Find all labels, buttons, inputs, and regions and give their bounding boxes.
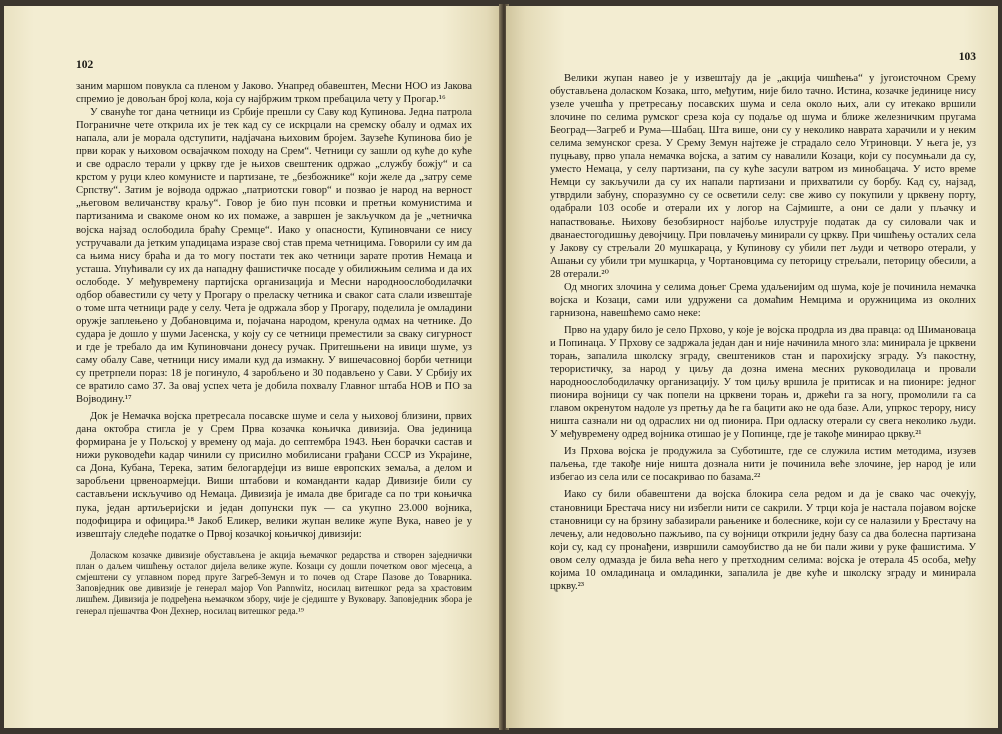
right-page-body (550, 72, 976, 593)
paragraph: Прво на удару било је село Прхово, у које је војска продрла из два правца: од Шимановаца и Попинаца. У Прхову се задржала један дан и ниje начинила много зла: минирала је црквени торањ, запалила школску зграду, свештеников стан и парохијску зграду. Уз пакостну, терористичку, за народ у циљу да дозна имена месних руководилаца и провали народноослободилачку организацију. У том циљу вршила је притисак и на пионире: једног пионира војници су чак попели на црквени торањ и, држећи га за ногу, промолили га са главом окренутом надоле уз претњу да ће га бацити ако не ода базе. Али, упркос терору, нису ништа сазнали ни од одраслих ни од пионира. При одласку отерали су свега неколико људи. У међувремену одред војника отишао је у Попинце, где је такође минирао цркву.²¹ (550, 324, 976, 441)
paragraph: Велики жупан навео је у извештају да је „акција чишћења“ у југоисточном Срему обустављена доласком Козака, што, међутим, није било тачно. Истина, козачке јединице нису узеле учешћа у претресању посавских шума и села около њих, али су итекако вршили злочине по селима румског среза која су подаље од шума и ближе железничким пругама Београд—Загреб и Рума—Шабац. Шта више, они су у неколико наврата харачили и у неким селима земунског среза. У Срему Земун најтеже је страдало село Угриновци. У њега је, уз пуцњаву, прво упала немачка војска, а затим су навалили Козаци, који су посумњали да су, уместо Немаца, у селу партизани, па су куће засули ватром из минобацача. У исто време Немци су закључили да су их напали партизани и прихватили су борбу. Кад су, најзад, утврдили забуну, споразумно су се осветили селу: све живо су покупили у црквену порту, одабрали 103 особе и отерали их у логор на Сајмиште, а они се дали у пљачку и напаствовање. Њихову безобзирност најбоље илуструје податак да су силовали чак и дванаестогодишњу девојчицу. При повлачењу минирали су цркву. При чишћењу осталих села у Јакову су стрељали 20 мушкараца, у Купинову су убили пет људи и четворо отерали, у Ашањи су убили три мушкарца, у Чортановцима су петорицу стрељали, петорицу обесили, а 28 отерали.²⁰ (550, 73, 976, 280)
right-page (506, 6, 998, 728)
left-page (4, 6, 502, 728)
left-page-body (76, 80, 472, 541)
paragraph: Од многих злочина у селима доњег Срема удаљенијим од шума, које је починила немачка војска и Козаци, сами или удружени са домаћим Немцима и оружницима из околних гарнизона, навешћемо само неке: (550, 281, 976, 319)
left-page-number: 102 (76, 59, 94, 71)
paragraph: Иако су били обавештени да војска блокира села редом и да је свако час очекују, становници Брестача нису ни избегли нити се сакрили. У трци која је настала појавом војске становници су на брзину забазирали рањенике и болеснике, који су се налазили у Брестачу на лечењу, али недовољно пажљиво, па су војници открили једну базу са два болесна партизана који су, кад су пронађени, извршили самоубиство да не би пали живи у руке фашистима. У овом селу одмазда је била већа него у претходним селима: војска је отерала 45 особа, међу којима 10 омладинаца и омладинки, запалила је две куће и школску зграду и минирала цркву.²³ (550, 489, 976, 592)
paragraph: заним маршом повукла са пленом у Јаково. Унапред обавештен, Месни НОО из Јакова спремио је довољан број кола, која су најбржим трком пребацила чету у Прогар.¹⁶ (76, 81, 472, 106)
right-page-number: 103 (958, 51, 976, 63)
paragraph: Док је Немачка војска претресала посавске шуме и села у њиховој близини, првих дана октобра стигла је у Срем Прва козачка коњичка дивизија. Ова јединица формирана је у Пољској у времену од маја. до септембра 1943. Њен борачки састав и нижи руководећи кадар чинили су присилно мобилисани грађани СССР из Украјине, са Дона, Кубана, Терека, затим белогардејци из више европских земаља, а делом и заробљени црвеноармејци. Виши штабови и команданти кадар Дивизије били су састављени искључиво од Немаца. Дивизија је имала две бригаде са по три коњичка пука, један артиљеријски и један допунски пук — са укупно 23.000 војника, подофицира и официра.¹⁸ Јакоб Еликер, велики жупан велике жупе Вука, навео је у извештају следеће податке о Првој козачкој коњичкој дивизији: (76, 411, 472, 540)
block-quote: Доласком козачке дивизије обустављена је акција њемачког редарства и створен заједнички план о даљем чишћењу осталог дијела велике жупе. Козаци су дошли почетком овог мјесеца, а смјештени су углавном поред пруге Загреб-Земун и то почев од Старе Пазове до Товарника. Заповједник ове дивизије је генерал мајор Von Pannwitz, носилац витешког реда за храстовим лишћем. Дивизија је подређена њемачком збору, чије је сједиште у Вуковару. Заповједник збора је генерал пјешачтва Фон Дехнер, носилац витешког реда.¹⁹ (76, 550, 472, 617)
paragraph: У свануће тог дана четници из Србије прешли су Саву код Купинова. Једна патрола Пограничне чете открила их је тек кад су се искрцали на сремску обалу и одмах их напала, али је морала одступити, надјачана њиховим бројем. Заузеће Купинова био је први корак у њиховом освајачком походу на Срем“. Четници су зашли од куће до куће и све одрасло терали у цркву где је њихов свештеник одржао „службу божју“ и са крстом у руци клео комунисте и партизане, те „безбожнике“ који желе да „затру семе Српству“. Затим је војвода одржао „патриотски говор“ и позвао је народ на верност „његовом величанству краљу“. Говор је био пун псовки и претњи комунистима и партизанима и свакоме оном ко их помаже, а завршен је закључком да је „четничка војска најзад ослободила браћу Сремце“. Иако у опасности, Купиновчани се нису устручавали да јетким упадицама изразе свој став према четницима. Говорили су им да са њима нису браћа и да то могу постати тек ако четници зарате против Немаца и усташа. Упућивали су их да нападну фашистичке посаде у обилижњим селима и да их ослободе. У међувремену партијска организација и Месни народноослободилачки одбор обавестили су чету у Прогару о преласку четника и сваког сата слали извештаје о томе шта четници раде у селу. Чета је одржала збор у Прогару, поделила је омладини оружје заплењено у Добановцима и, појачана народом, кренула одмах на четнике. До судара је дошло у шуми Јасенска, у коју су се четници преместили за сваку сигурност и где је требало да им Купиновчани донесу ручак. Притешњени на ивици шуме, уз саму обалу Саве, четници нису имали куд да измакну. У вишечасовној борби четници су претрпели пораз: 18 је погинуло, 4 заробљено и 30 подављено у Сави. У Србију их се вратило само 37. За овај успех чета је добила похвалу Главног штаба НОВ и ПО за Војводину.¹⁷ (76, 107, 472, 406)
paragraph: Из Прхова војска је продужила за Суботиште, где се служила истим методима, изузев паљења, где такође није ништа дознала нити је починила веће злочине, јер народ је или избегао из села или се посакривао по базама.²² (550, 446, 976, 484)
